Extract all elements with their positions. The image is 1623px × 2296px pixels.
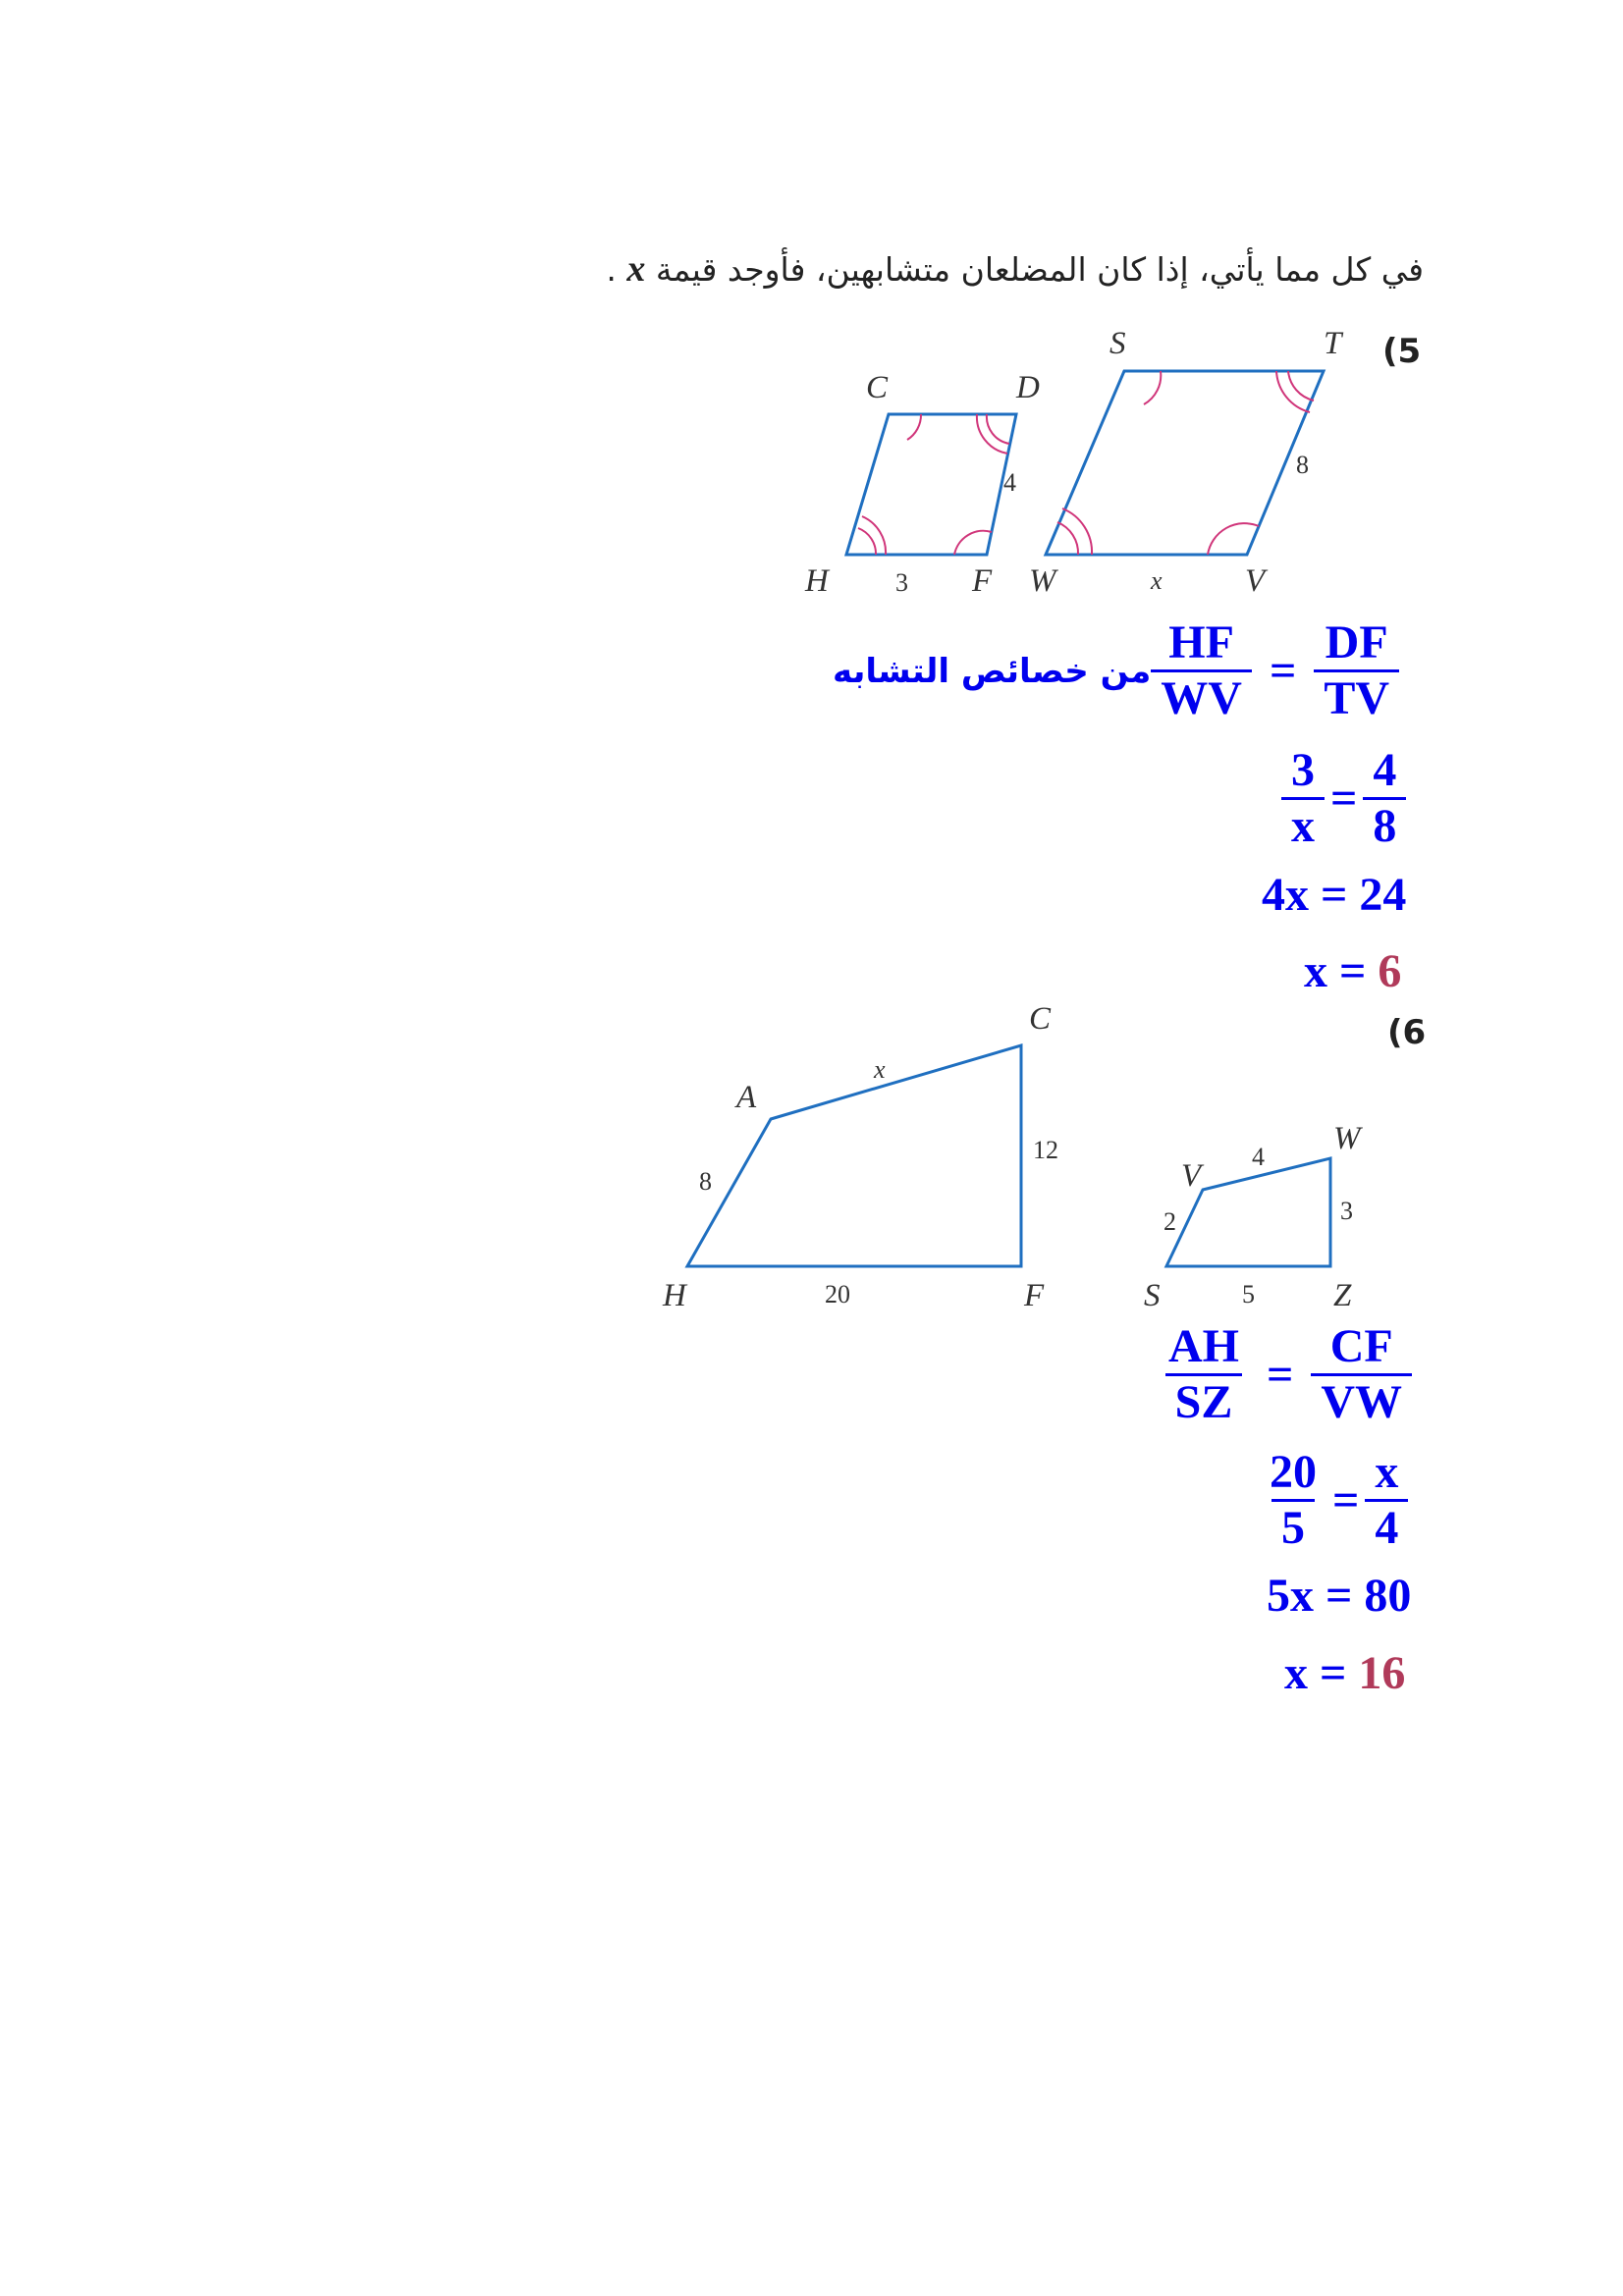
side-ac-value: x <box>874 1055 886 1084</box>
label-s6: S <box>1144 1278 1161 1313</box>
problem-5-number: (5 <box>1382 332 1422 371</box>
p5-step2-num2: 4 <box>1373 744 1397 796</box>
p6-step2-num2: x <box>1375 1446 1399 1498</box>
p5-step4 <box>1304 944 1401 998</box>
label-z6: Z <box>1333 1278 1352 1313</box>
label-w: W <box>1029 563 1056 599</box>
p6-step2-equals: = <box>1332 1474 1360 1526</box>
label-w6: W <box>1333 1121 1361 1156</box>
side-cf-value: 12 <box>1033 1136 1058 1164</box>
angle-mark-s <box>1144 371 1161 404</box>
p5-step2 <box>1281 744 1406 853</box>
side-sv-value: 2 <box>1163 1207 1176 1236</box>
quadrilateral-acfh <box>687 1045 1021 1266</box>
instruction-end: . <box>606 250 617 289</box>
p6-step1 <box>1159 1320 1412 1429</box>
side-wz-value: 3 <box>1340 1197 1353 1225</box>
p6-step2-den2: 4 <box>1365 1499 1408 1555</box>
label-t: T <box>1324 326 1342 361</box>
p6-step4-lhs: x = <box>1284 1647 1359 1699</box>
angle-mark-d <box>977 414 1009 454</box>
p5-note: من خصائص التشابه <box>833 651 1152 691</box>
p6-step3: 5x = 80 <box>1267 1570 1412 1622</box>
label-s: S <box>1109 326 1126 361</box>
parallelogram-stvw <box>1046 371 1324 555</box>
p6-frac-right-num: CF <box>1329 1320 1393 1372</box>
label-d: D <box>1016 370 1040 405</box>
p6-answer: 16 <box>1358 1647 1406 1699</box>
p6-step2-num1: 20 <box>1270 1446 1317 1498</box>
side-wv-value: x <box>1151 566 1163 595</box>
side-hf-value: 3 <box>895 568 908 597</box>
p5-step3: 4x = 24 <box>1262 869 1407 921</box>
side-df-value: 4 <box>1003 468 1016 497</box>
label-c6: C <box>1029 1001 1052 1037</box>
problem-6-number: (6 <box>1387 1013 1427 1052</box>
p5-frac-right-num: DF <box>1325 616 1388 668</box>
label-h: H <box>805 563 829 599</box>
angle-mark-h <box>858 516 886 555</box>
label-v6: V <box>1181 1158 1202 1194</box>
p5-step2-num1: 3 <box>1291 744 1315 796</box>
instruction-text <box>606 247 1424 291</box>
p6-equals: = <box>1267 1349 1294 1401</box>
angle-mark-c <box>907 414 921 440</box>
p6-step4 <box>1284 1646 1405 1700</box>
p5-frac-right <box>1314 616 1399 725</box>
side-ah-value: 8 <box>699 1167 712 1196</box>
p6-step2 <box>1260 1446 1408 1555</box>
p6-frac-left-den: SZ <box>1165 1373 1243 1429</box>
p5-step2-frac-left <box>1281 744 1325 853</box>
p6-frac-left <box>1159 1320 1249 1429</box>
p5-equals: = <box>1269 645 1297 697</box>
side-hf6-value: 20 <box>825 1280 850 1308</box>
label-v: V <box>1245 563 1266 599</box>
label-c: C <box>866 370 889 405</box>
p5-frac-left <box>1151 616 1252 725</box>
p6-frac-right <box>1311 1320 1412 1429</box>
instruction-variable: x <box>626 248 646 290</box>
problem-6-figure <box>638 991 1384 1325</box>
p5-step2-den1: x <box>1281 797 1325 853</box>
p5-step2-equals: = <box>1330 773 1358 825</box>
p5-step1 <box>815 616 1399 725</box>
angle-mark-v <box>1208 523 1259 555</box>
p5-step4-lhs: x = <box>1304 945 1379 997</box>
p5-frac-right-den: TV <box>1314 669 1399 725</box>
label-a: A <box>736 1080 757 1115</box>
p6-step2-den1: 5 <box>1271 1499 1315 1555</box>
instruction-main: في كل مما يأتي، إذا كان المضلعان متشابهين، فأوجد قيمة <box>655 250 1424 289</box>
parallelogram-cdfh <box>846 414 1016 555</box>
side-vw-value: 4 <box>1252 1143 1265 1171</box>
p5-frac-left-num: HF <box>1168 616 1234 668</box>
p6-step2-frac-right <box>1365 1446 1408 1555</box>
p5-answer: 6 <box>1378 945 1402 997</box>
side-tv-value: 8 <box>1296 451 1309 479</box>
label-f6: F <box>1024 1278 1045 1313</box>
side-sz-value: 5 <box>1242 1280 1255 1308</box>
p6-frac-left-num: AH <box>1168 1320 1239 1372</box>
p5-step2-den2: 8 <box>1363 797 1406 853</box>
p5-frac-left-den: WV <box>1151 669 1252 725</box>
p5-step2-frac-right <box>1363 744 1406 853</box>
label-f: F <box>972 563 993 599</box>
p6-step2-frac-left <box>1260 1446 1326 1555</box>
label-h6: H <box>663 1278 686 1313</box>
p6-frac-right-den: VW <box>1311 1373 1412 1429</box>
problem-5-figure <box>785 314 1375 609</box>
